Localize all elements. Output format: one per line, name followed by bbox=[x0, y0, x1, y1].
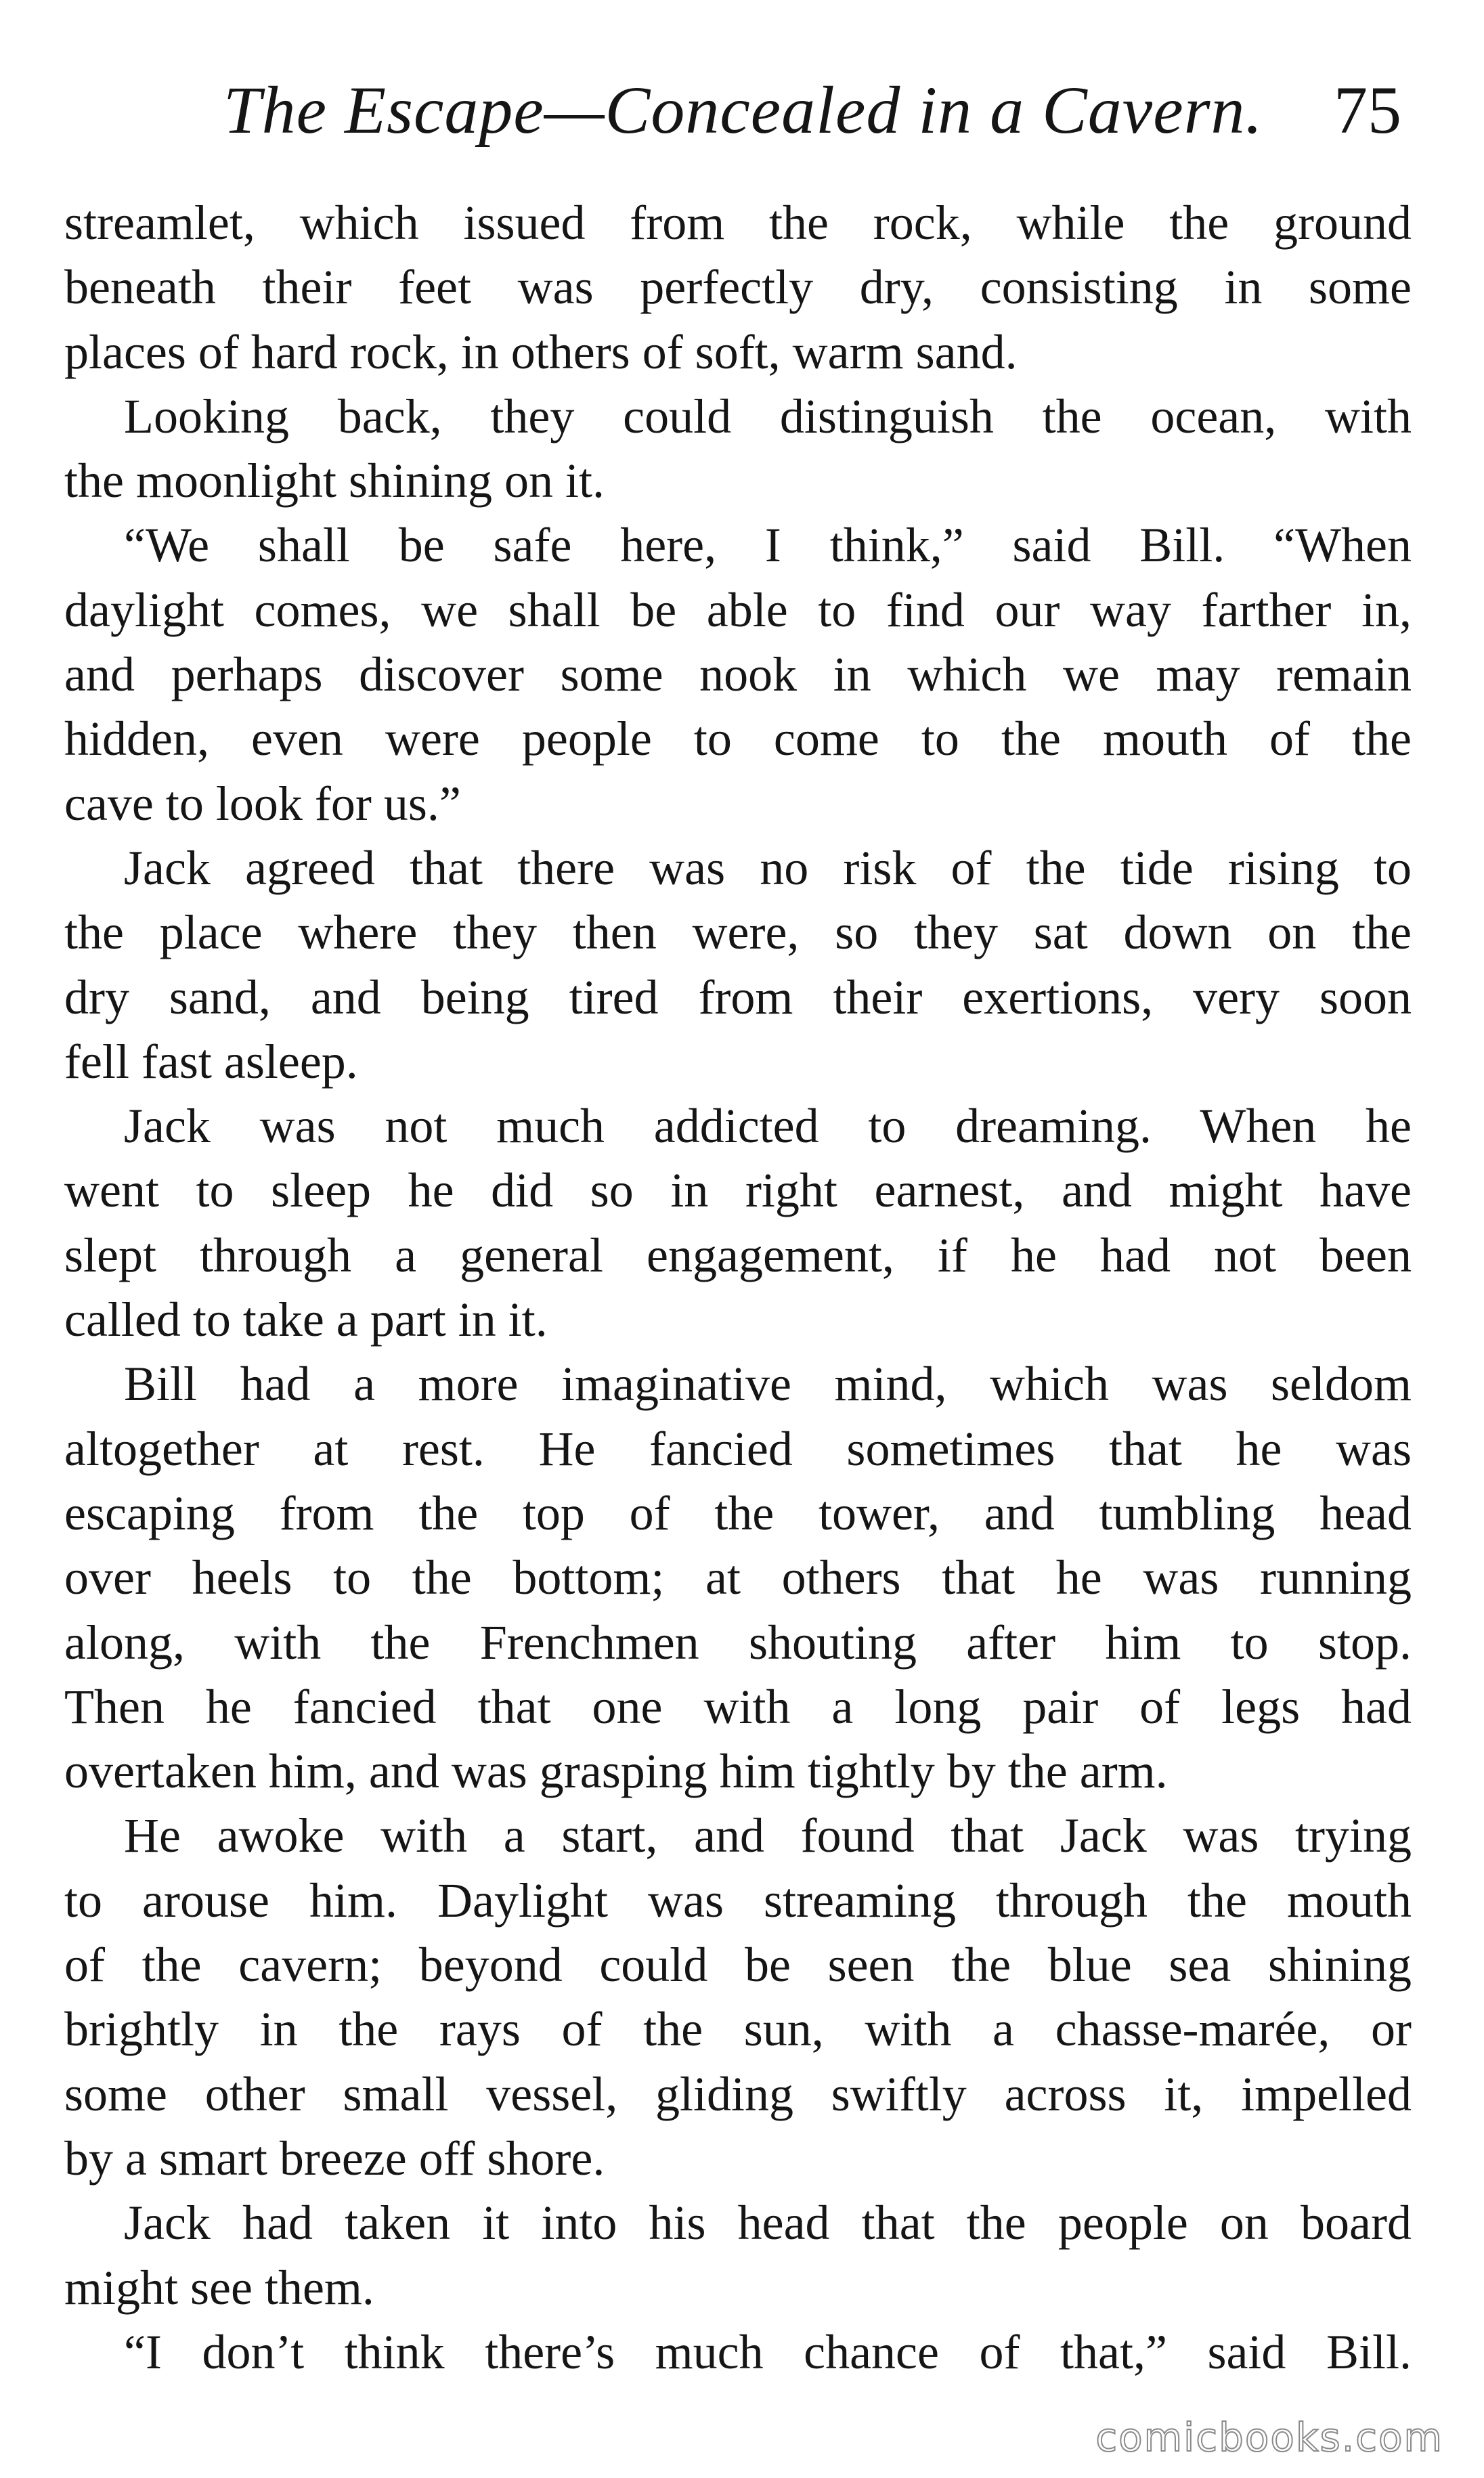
text-line: brightly in the rays of the sun, with a chasse-marée, or bbox=[64, 2002, 1412, 2057]
text-line: altogether at rest. He fancied sometimes that he was bbox=[64, 1421, 1412, 1476]
text-line: Jack was not much addicted to dreaming. When he bbox=[124, 1099, 1412, 1154]
text-line: beneath their feet was perfectly dry, consisting in some bbox=[64, 260, 1412, 315]
text-line: fell fast asleep. bbox=[64, 1034, 358, 1089]
text-line: hidden, even were people to come to the mouth of the bbox=[64, 712, 1412, 766]
text-line: places of hard rock, in others of soft, warm sand. bbox=[64, 324, 1018, 379]
page-number: 75 bbox=[1334, 72, 1401, 148]
page-header bbox=[223, 60, 1401, 161]
text-line: the moonlight shining on it. bbox=[64, 454, 605, 508]
text-line: Then he fancied that one with a long pair of legs had bbox=[64, 1679, 1412, 1734]
text-line: to arouse him. Daylight was streaming through the mouth bbox=[64, 1873, 1412, 1928]
text-line: streamlet, which issued from the rock, while the ground bbox=[64, 196, 1412, 250]
text-line: escaping from the top of the tower, and tumbling head bbox=[64, 1485, 1412, 1540]
text-line: Jack had taken it into his head that the people on board bbox=[124, 2196, 1412, 2251]
text-line: of the cavern; beyond could be seen the blue sea shining bbox=[64, 1938, 1412, 1993]
text-line: called to take a part in it. bbox=[64, 1292, 548, 1347]
text-line: the place where they then were, so they sat down on the bbox=[64, 905, 1412, 960]
running-title: The Escape—Concealed in a Cavern. bbox=[223, 72, 1263, 148]
text-line: cave to look for us.” bbox=[64, 776, 461, 831]
text-line: some other small vessel, gliding swiftly across it, impelled bbox=[64, 2066, 1412, 2121]
text-line: slept through a general engagement, if he had not been bbox=[64, 1227, 1412, 1282]
text-line: overtaken him, and was grasping him tightly by the arm. bbox=[64, 1744, 1168, 1799]
text-line: daylight comes, we shall be able to find our way farther in, bbox=[64, 582, 1412, 637]
text-line: by a smart breeze off shore. bbox=[64, 2131, 605, 2186]
text-line: went to sleep he did so in right earnest, and might have bbox=[64, 1163, 1412, 1218]
text-line: dry sand, and being tired from their exertions, very soon bbox=[64, 970, 1412, 1024]
text-line: Looking back, they could distinguish the ocean, with bbox=[124, 389, 1412, 443]
text-line: over heels to the bottom; at others that he was running bbox=[64, 1550, 1412, 1605]
text-line: Bill had a more imaginative mind, which was seldom bbox=[124, 1357, 1412, 1412]
body-text bbox=[64, 191, 1412, 2385]
text-line: and perhaps discover some nook in which we may remain bbox=[64, 647, 1412, 702]
watermark: comicbooks.com bbox=[1095, 2414, 1443, 2460]
text-line: Jack agreed that there was no risk of the tide rising to bbox=[124, 840, 1412, 895]
text-line: might see them. bbox=[64, 2260, 374, 2315]
text-line: along, with the Frenchmen shouting after him to stop. bbox=[64, 1615, 1412, 1670]
text-line: “I don’t think there’s much chance of that,” said Bill. bbox=[124, 2324, 1412, 2379]
text-line: He awoke with a start, and found that Jack was trying bbox=[124, 1808, 1412, 1863]
text-line: “We shall be safe here, I think,” said Bill. “When bbox=[124, 518, 1412, 573]
